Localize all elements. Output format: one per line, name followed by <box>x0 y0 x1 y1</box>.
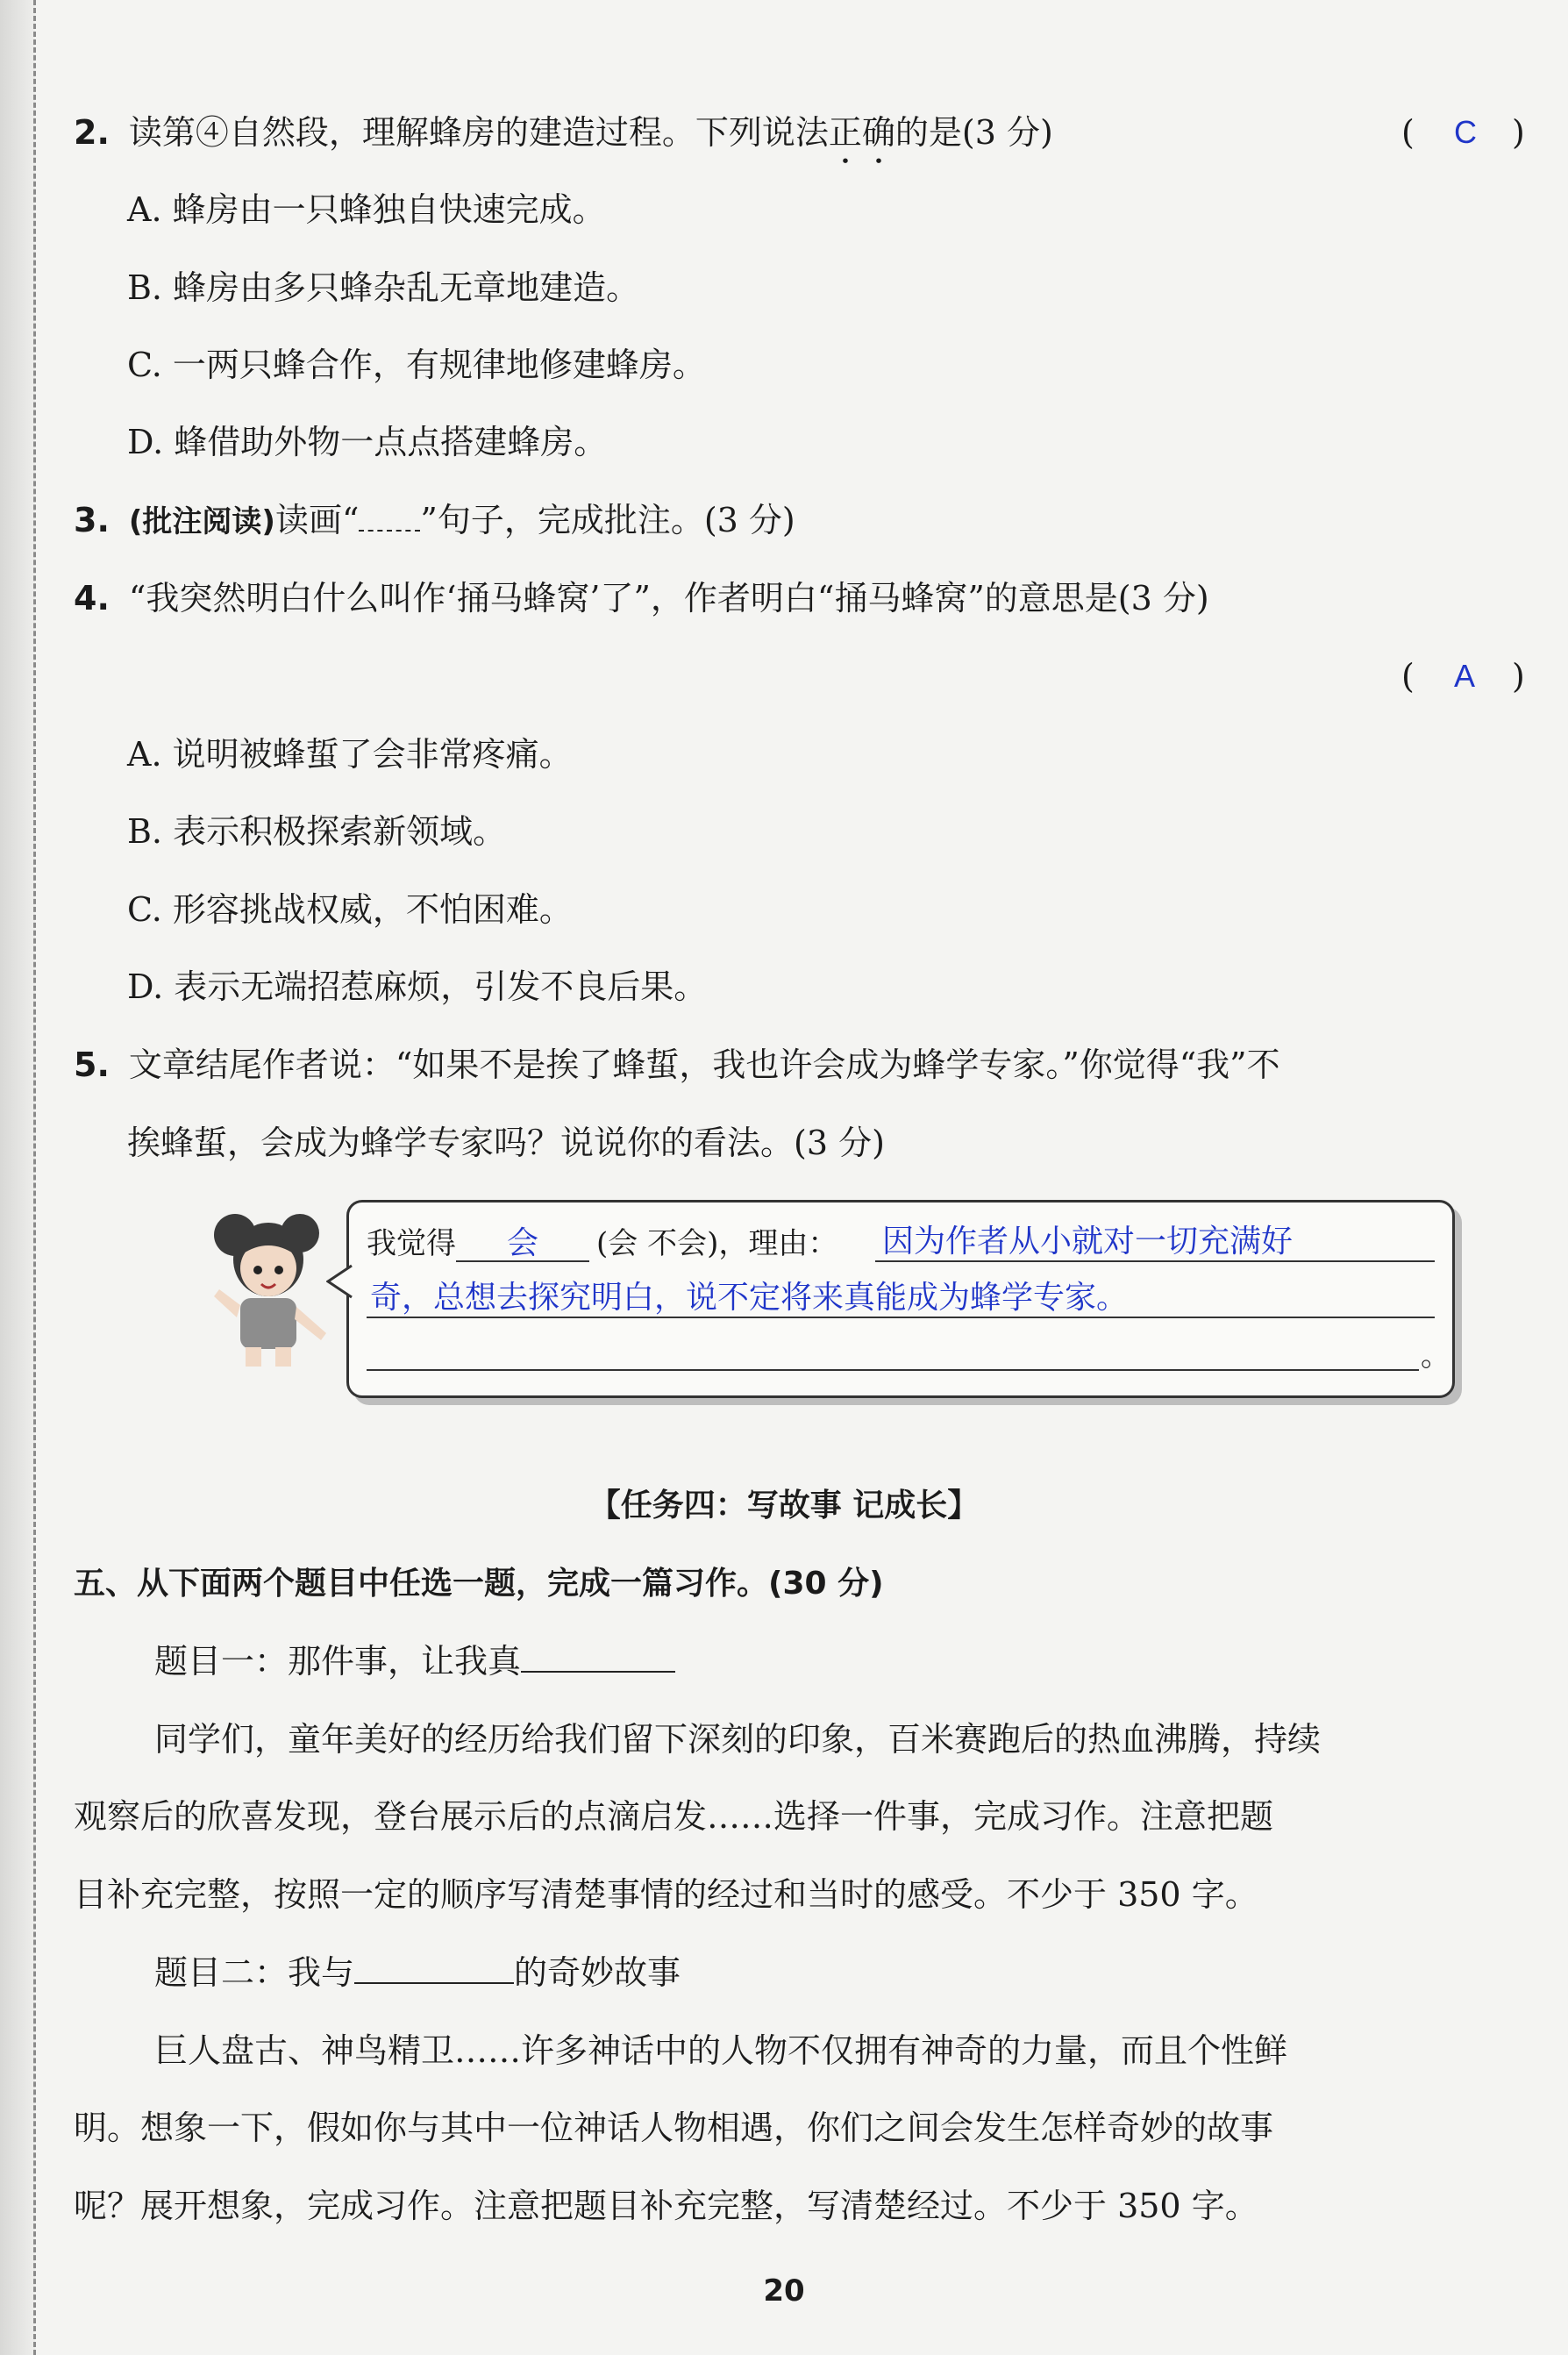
underline-sample <box>359 530 420 532</box>
topic-2-paragraph-line: 呢？展开想象，完成习作。注意把题目补充完整，写清楚经过。不少于 350 字。 <box>74 2187 1258 2225</box>
section-title: 五、从下面两个题目中任选一题，完成一篇习作。(30 分) <box>74 1566 884 1602</box>
answer-handwritten: A <box>1454 658 1476 694</box>
handwritten-choice: 会 <box>507 1225 539 1261</box>
option-a: A. 说明被蜂蜇了会非常疼痛。 <box>127 735 573 774</box>
bubble-period: 。 <box>1421 1338 1450 1374</box>
task-heading: 【任务四：写故事 记成长】 <box>588 1488 980 1524</box>
question-2: 2. 读第④自然段，理解蜂房的建造过程。下列说法正确的是(3 分) <box>74 113 1053 152</box>
topic-1-paragraph-line: 目补充完整，按照一定的顺序写清楚事情的经过和当时的感受。不少于 350 字。 <box>74 1875 1258 1914</box>
option-d: D. 蜂借助外物一点点搭建蜂房。 <box>127 423 608 461</box>
question-4: 4. “我突然明白什么叫作‘捅马蜂窝’了”，作者明白“捅马蜂窝”的意思是(3 分) <box>74 579 1209 617</box>
question-5-line2: 挨蜂蜇，会成为蜂学专家吗？说说你的看法。(3 分) <box>127 1124 885 1162</box>
binding-margin <box>0 0 35 2355</box>
bubble-prefix: 我觉得 <box>367 1226 456 1261</box>
bubble-choice-text: (会 不会)，理由： <box>596 1226 838 1261</box>
answer-parens-q4: ( A ) <box>1401 654 1531 698</box>
bubble-tail <box>326 1264 353 1299</box>
topic-1-paragraph-line: 观察后的欣喜发现，登台展示后的点滴启发……选择一件事，完成习作。注意把题 <box>74 1797 1274 1836</box>
topic-1-blank <box>521 1671 675 1673</box>
topic-2-blank <box>354 1982 514 1984</box>
girl-illustration <box>195 1202 344 1368</box>
topic-2-paragraph-line: 巨人盘古、神鸟精卫……许多神话中的人物不仅拥有神奇的力量，而且个性鲜 <box>154 2031 1288 2070</box>
annotation-tag: (批注阅读) <box>128 504 275 539</box>
option-b: B. 表示积极探索新领域。 <box>127 812 507 851</box>
answer-handwritten: C <box>1454 114 1477 150</box>
cut-line <box>33 0 36 2355</box>
topic-1-paragraph-line: 同学们，童年美好的经历给我们留下深刻的印象，百米赛跑后的热血沸腾，持续 <box>154 1720 1322 1759</box>
option-c: C. 一两只蜂合作，有规律地修建蜂房。 <box>127 346 706 384</box>
question-number: 2. <box>74 113 110 152</box>
speech-bubble <box>346 1200 1455 1398</box>
topic-1-label: 题目一：那件事，让我真 <box>154 1639 675 1683</box>
option-a: A. 蜂房由一只蜂独自快速完成。 <box>127 190 606 229</box>
option-b: B. 蜂房由多只蜂杂乱无章地建造。 <box>127 268 640 307</box>
option-d: D. 表示无端招惹麻烦，引发不良后果。 <box>127 967 708 1006</box>
reason-line-3 <box>367 1369 1419 1371</box>
page-number: 20 <box>763 2273 805 2309</box>
handwritten-reason-1: 因为作者从小就对一切充满好 <box>882 1224 1294 1260</box>
topic-2-paragraph-line: 明。想象一下，假如你与其中一位神话人物相遇，你们之间会发生怎样奇妙的故事 <box>74 2109 1274 2147</box>
topic-2-label: 题目二：我与 的奇妙故事 <box>154 1953 681 1992</box>
answer-parens-q2: ( C ) <box>1401 111 1531 154</box>
handwritten-reason-2: 奇，总想去探究明白，说不定将来真能成为蜂学专家。 <box>370 1280 1129 1316</box>
option-c: C. 形容挑战权威，不怕困难。 <box>127 890 573 929</box>
question-3: 3. (批注阅读)读画“ ”句子，完成批注。(3 分) <box>74 501 795 539</box>
question-5: 5. 文章结尾作者说：“如果不是挨了蜂蜇，我也许会成为蜂学专家。”你觉得“我”不 <box>74 1045 1280 1084</box>
